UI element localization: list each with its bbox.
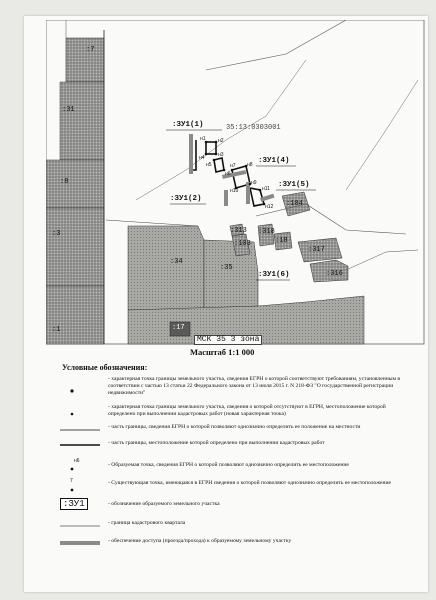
- legend-text: - часть границы, сведения ЕГРН о которой позволяют однозначно определить ее положение на местности: [108, 424, 361, 430]
- parcel-label: :313: [230, 227, 247, 235]
- parcel-label: :35: [220, 264, 233, 272]
- parcel-3: [46, 208, 104, 286]
- legend-text: - обозначение образуемого земельного участка: [108, 501, 220, 507]
- legend-text: - характерная точка границы земельного участка, сведения ЕГРН о которой соответствуют требованиям, установленным в соответствии с частью 13 статьи 22 Федерального закона от 13 июля 2015 г. N 218-ФЗ "О государственной регистрации недвижимости": [108, 376, 401, 396]
- legend-symbol: [60, 534, 108, 550]
- legend-item: [60, 376, 416, 404]
- legend-text: - Образуемая точка, сведения ЕГРН о которой позволяют однозначно определить ее местоположение: [108, 462, 349, 468]
- legend-symbol: [60, 440, 108, 454]
- legend-text: - характерная точка границы земельного участка, сведения о которой отсутствуют в ЕГРН, местоположение которой определено при выполнении кадастровых работ (новая характерная точка): [108, 404, 386, 417]
- formed-parcel-label: :ЗУ1(4): [258, 157, 290, 165]
- map-drawing: [46, 20, 426, 346]
- map-scale: Масштаб 1:1 000: [190, 347, 255, 357]
- cadastral-map: [46, 20, 426, 346]
- legend-title: Условные обозначения:: [62, 363, 148, 372]
- point-label: н12: [265, 204, 274, 210]
- legend-item: [60, 478, 416, 498]
- parcel-label: :7: [86, 46, 95, 54]
- legend-item: [60, 498, 416, 516]
- point-label: н8: [247, 162, 253, 168]
- legend-text: - Существующая точка, имеющаяся в ЕГРН сведения о которой позволяют однозначно определить ее местоположение: [108, 480, 391, 486]
- parcel-label: :104: [286, 200, 303, 208]
- point-label: н9: [251, 180, 257, 186]
- point-label: н3: [218, 152, 224, 158]
- parcel-1: [46, 286, 104, 344]
- parcel-label: :317: [308, 246, 325, 254]
- legend-symbol-label: 7: [70, 478, 73, 484]
- formed-parcel-label: :ЗУ1(2): [170, 195, 202, 203]
- legend-item: [60, 516, 416, 532]
- legend-symbol: [60, 424, 108, 440]
- legend-symbol: [60, 478, 108, 498]
- point-label: н7: [230, 163, 236, 169]
- parcel-label: :103: [234, 240, 251, 248]
- parcel-35: [204, 240, 258, 310]
- legend-text: - граница кадастрового квартала: [108, 520, 186, 526]
- formed-parcel-label: :ЗУ1(5): [278, 181, 310, 189]
- parcel-34: [128, 226, 204, 310]
- point-label: н6: [225, 171, 231, 177]
- legend-symbol-label: :ЗУ1: [60, 498, 88, 510]
- parcel-7: [66, 38, 104, 82]
- legend-symbol: [60, 458, 108, 476]
- legend-symbol: [60, 376, 108, 404]
- coordinate-system: МСК 35 3 зона: [194, 335, 262, 345]
- legend-item: [60, 440, 416, 454]
- parcel-label: :34: [170, 258, 183, 266]
- parcel-label: :3: [52, 230, 61, 238]
- parcel-31: [60, 82, 104, 160]
- point-label: н10: [230, 188, 239, 194]
- parcel-label: :316: [326, 270, 343, 278]
- formed-parcel-label: :ЗУ1(6): [258, 271, 290, 279]
- point-label: н11: [262, 186, 270, 192]
- point-label: н1: [200, 136, 206, 142]
- point-label: н5: [206, 162, 212, 168]
- block-number: 35:13:0303001: [226, 124, 281, 132]
- legend-text: - обеспечение доступа (проезда/прохода) к образуемому земельному участку: [108, 538, 292, 544]
- legend-text: - часть границы, местоположение которой определено при выполнении кадастровых работ: [108, 440, 325, 446]
- parcel-label: :17: [172, 324, 185, 332]
- parcel-label: :318: [258, 228, 275, 236]
- legend-symbol: [60, 498, 108, 516]
- parcel-label: :8: [60, 178, 69, 186]
- point-label: н4: [199, 155, 205, 161]
- legend-item: [60, 424, 416, 440]
- legend-item: [60, 404, 416, 424]
- legend-symbol: [60, 516, 108, 532]
- parcel-label: :1: [52, 326, 61, 334]
- legend-symbol-label: н6: [74, 458, 80, 464]
- legend-symbol: [60, 404, 108, 424]
- point-label: н2: [218, 138, 224, 144]
- parcel-label: :31: [62, 106, 75, 114]
- formed-parcel-label: :ЗУ1(1): [172, 121, 204, 129]
- legend-item: [60, 458, 416, 476]
- parcel-label: :18: [275, 237, 288, 245]
- legend-item: [60, 534, 416, 550]
- parcel-8: [46, 160, 104, 208]
